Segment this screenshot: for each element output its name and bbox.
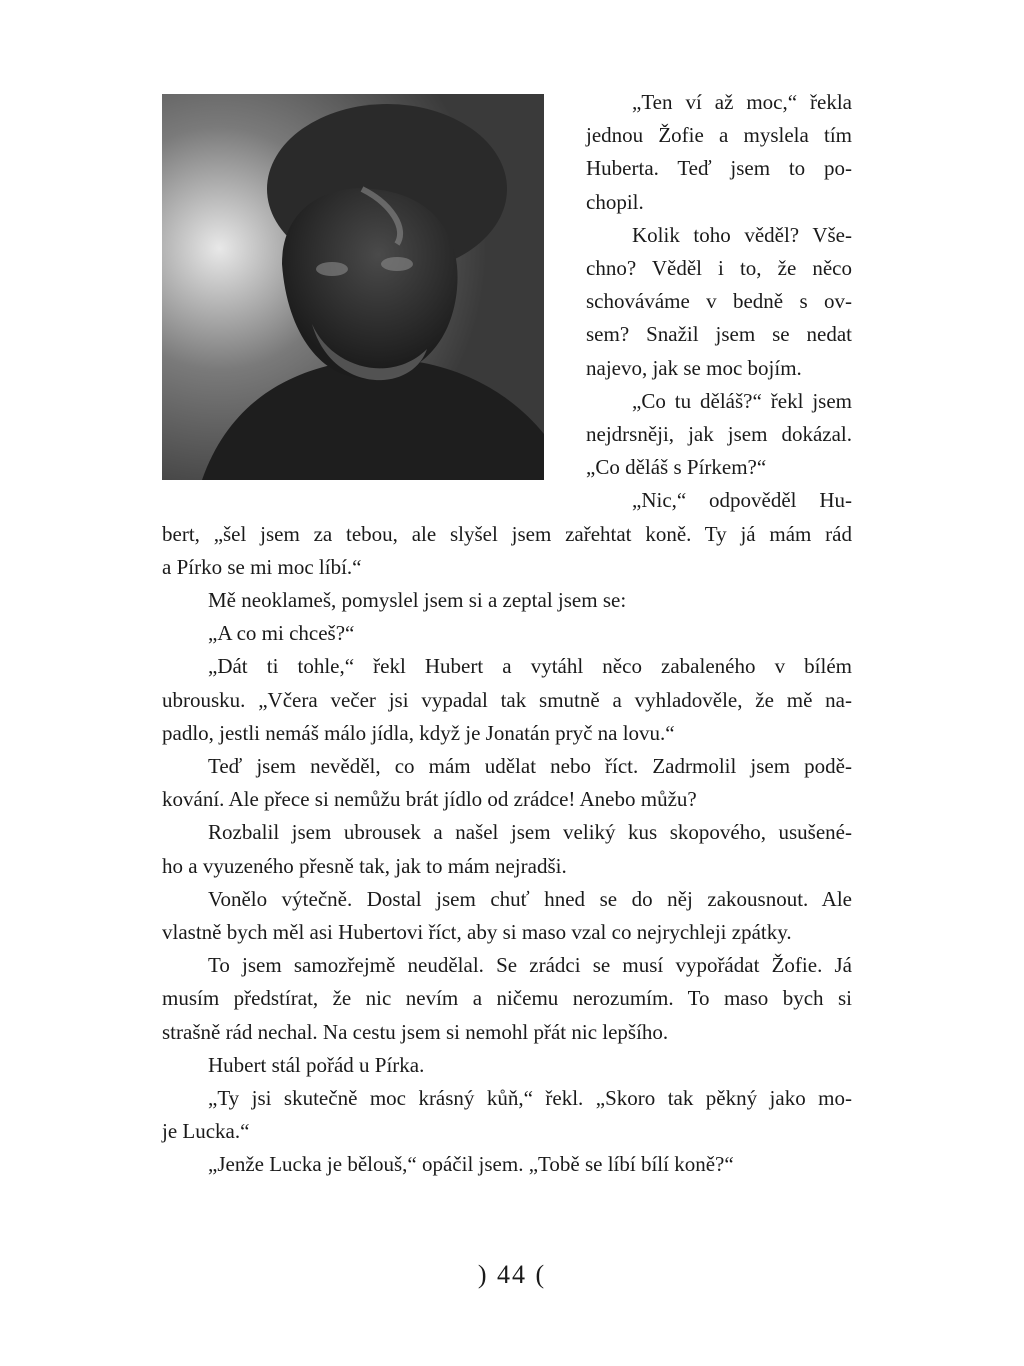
text-line: „A co mi chceš?“ [208,621,355,646]
text-line: Kolik toho věděl? Vše- [632,222,852,247]
text-line: „Co děláš s Pírkem?“ [586,455,767,480]
text-line: bert, „šel jsem za tebou, ale slyšel jsem zařehtat koně. Ty já mám rád [162,521,852,546]
text-line: padlo, jestli nemáš málo jídla, když je Jonatán pryč na lovu.“ [162,720,675,745]
text-line: chno? Věděl i to, že něco [586,256,852,280]
text-line: musím předstírat, že nic nevím a ničemu nerozumím. To maso bych si [162,986,852,1011]
text-line: a Pírko se mi moc líbí.“ [162,554,362,579]
text-line: najevo, jak se moc bojím. [586,355,802,380]
text-line: Mě neoklameš, pomyslel jsem si a zeptal jsem se: [208,588,627,612]
text-line: Hubert stál pořád u Pírka. [208,1052,425,1077]
text-line: „Ty jsi skutečně moc krásný kůň,“ řekl. „Skoro tak pěkný jako mo- [208,1086,852,1110]
text-line: sem? Snažil jsem se nedat [586,322,852,347]
portrait-icon [162,94,544,480]
text-line: ho a vyuzeného přesně tak, jak to mám nejradši. [162,853,567,878]
text-line: To jsem samozřejmě neudělal. Se zrádci se musí vypořádat Žofie. Já [208,953,852,978]
text-line: „Nic,“ odpověděl Hu- [632,488,852,513]
page-number: ) 44 ( [477,1260,547,1289]
portrait-illustration [162,94,544,480]
text-line: „Dát ti tohle,“ řekl Hubert a vytáhl něco zabaleného v bílém [208,654,852,679]
text-line: „Jenže Lucka je bělouš,“ opáčil jsem. „Tobě se líbí bílí koně?“ [208,1152,734,1177]
text-line: Huberta. Teď jsem to po- [586,156,852,181]
text-line: „Co tu děláš?“ řekl jsem [632,388,852,413]
text-line: chopil. [586,189,644,214]
text-line: schováváme v bedně s ov- [586,289,852,314]
text-line: strašně rád nechal. Na cestu jsem si nemohl přát nic lepšího. [162,1019,669,1044]
text-line: jednou Žofie a myslela tím [586,123,852,148]
text-line: je Lucka.“ [162,1119,250,1144]
text-line: nejdrsněji, jak jsem dokázal. [586,422,852,446]
text-line: „Ten ví až moc,“ řekla [632,90,852,114]
text-line: Vonělo výtečně. Dostal jsem chuť hned se do něj zakousnout. Ale [208,886,852,911]
text-line: vlastně bych měl asi Hubertovi říct, aby si maso vzal co nejrychleji zpátky. [162,920,792,944]
text-line: Teď jsem nevěděl, co mám udělat nebo říct. Zadrmolil jsem podě- [208,754,852,778]
text-line: Rozbalil jsem ubrousek a našel jsem veliký kus skopového, usušené- [208,820,852,845]
text-line: kování. Ale přece si nemůžu brát jídlo od zrádce! Anebo můžu? [162,787,697,812]
text-line: ubrousku. „Včera večer jsi vypadal tak smutně a vyhladověle, že mě na- [162,687,852,712]
